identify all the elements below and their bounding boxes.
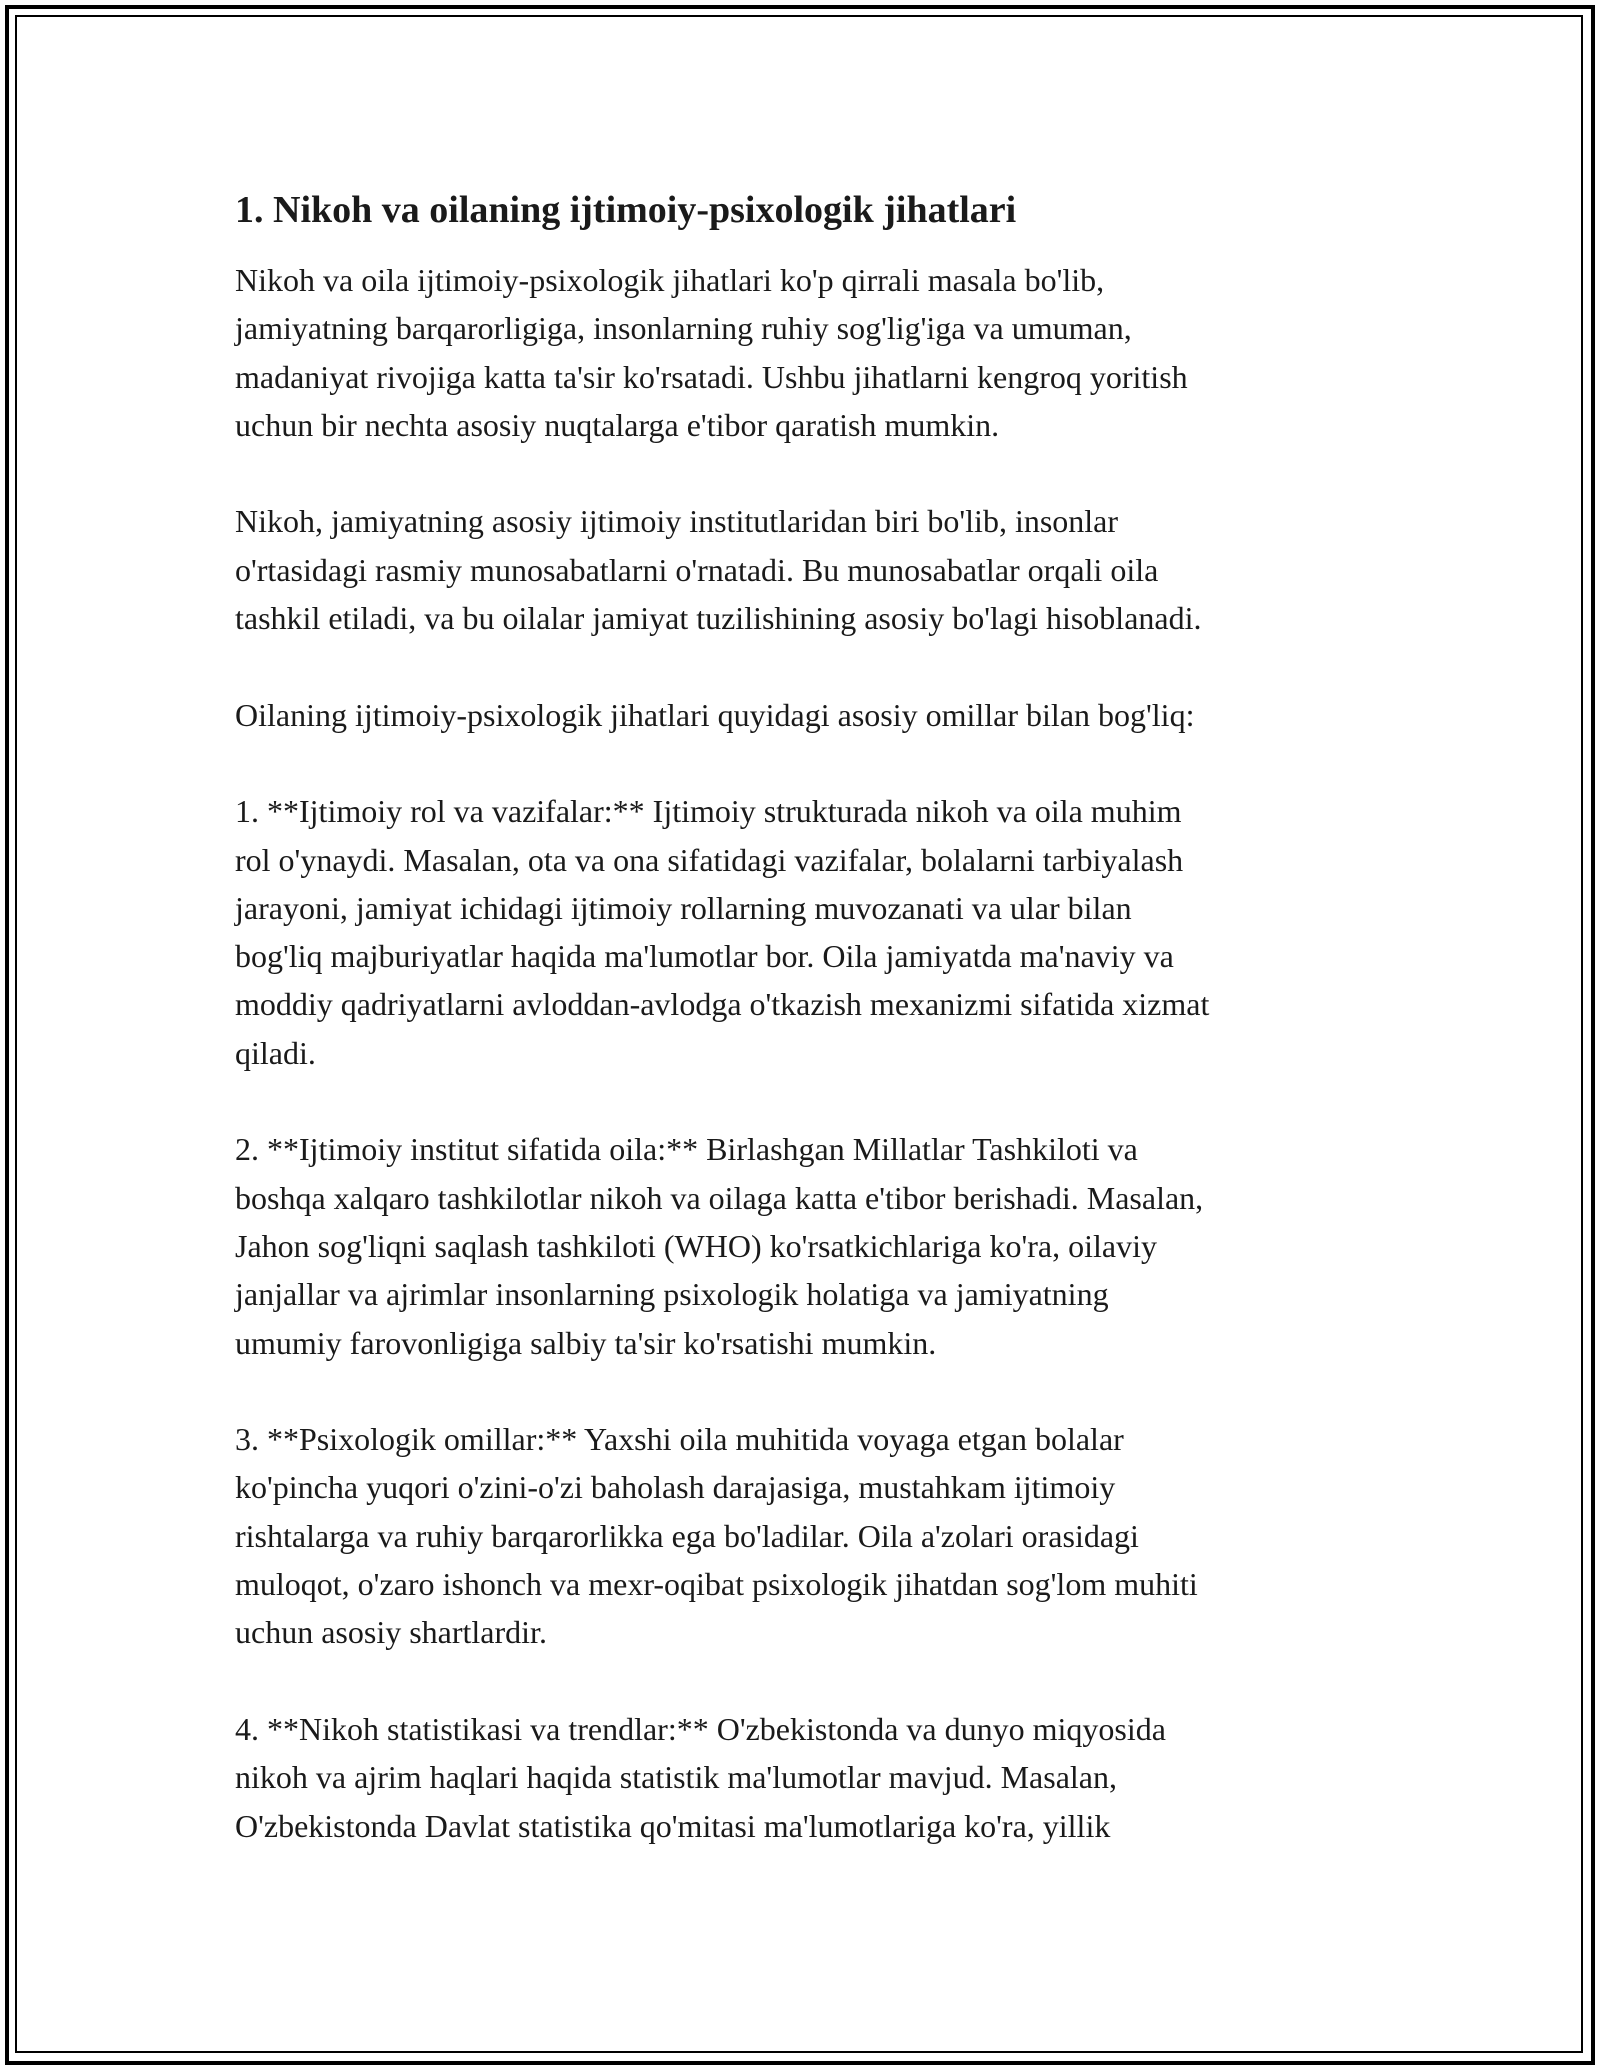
text-line: Nikoh, jamiyatning asosiy ijtimoiy institutlaridan biri bo'lib, insonlar — [235, 503, 1119, 540]
paragraph-point-2 — [235, 1125, 1365, 1366]
text-line: Nikoh va oila ijtimoiy-psixologik jihatlari ko'p qirrali masala bo'lib, — [235, 262, 1105, 298]
text-line: uchun asosiy shartlardir. — [235, 1614, 547, 1651]
text-line: janjallar va ajrimlar insonlarning psixologik holatiga va jamiyatning — [235, 1276, 1109, 1313]
text-line: tashkil etiladi, va bu oilalar jamiyat tuzilishining asosiy bo'lagi hisoblanadi. — [235, 600, 1202, 637]
paragraph-factors-intro — [235, 691, 1365, 739]
text-line: Oilaning ijtimoiy-psixologik jihatlari quyidagi asosiy omillar bilan bog'liq: — [235, 696, 1195, 733]
text-line: O'zbekistonda Davlat statistika qo'mitasi ma'lumotlariga ko'ra, yillik — [235, 1807, 1111, 1844]
paragraph-marriage-institution — [235, 497, 1365, 642]
text-line: boshqa xalqaro tashkilotlar nikoh va oilaga katta e'tibor berishadi. Masalan, — [235, 1179, 1204, 1216]
text-line: jamiyatning barqarorligiga, insonlarning ruhiy sog'lig'iga va umuman, — [235, 310, 1132, 347]
text-line: ko'pincha yuqori o'zini-o'zi baholash darajasiga, mustahkam ijtimoiy — [235, 1469, 1116, 1506]
text-line: madaniyat rivojiga katta ta'sir ko'rsatadi. Ushbu jihatlarni kengroq yoritish — [235, 358, 1188, 395]
text-line: rishtalarga va ruhiy barqarorlikka ega bo'ladilar. Oila a'zolari orasidagi — [235, 1517, 1139, 1554]
text-line: 2. **Ijtimoiy institut sifatida oila:** Birlashgan Millatlar Tashkiloti va — [235, 1131, 1138, 1168]
text-line: Jahon sog'liqni saqlash tashkiloti (WHO) ko'rsatkichlariga ko'ra, oilaviy — [235, 1227, 1157, 1264]
text-line: moddiy qadriyatlarni avloddan-avlodga o'tkazish mexanizmi sifatida xizmat — [235, 986, 1210, 1023]
text-line: bog'liq majburiyatlar haqida ma'lumotlar bor. Oila jamiyatda ma'naviy va — [235, 938, 1174, 975]
text-line: uchun bir nechta asosiy nuqtalarga e'tibor qaratish mumkin. — [235, 406, 1000, 443]
text-line: qiladi. — [235, 1034, 316, 1071]
paragraph-point-3 — [235, 1415, 1365, 1656]
paragraph-intro — [235, 256, 1365, 449]
paragraph-point-4 — [235, 1705, 1365, 1850]
text-line: umumiy farovonligiga salbiy ta'sir ko'rsatishi mumkin. — [235, 1324, 937, 1361]
paragraph-point-1 — [235, 787, 1365, 1077]
text-line: o'rtasidagi rasmiy munosabatlarni o'rnatadi. Bu munosabatlar orqali oila — [235, 551, 1159, 588]
text-line: 4. **Nikoh statistikasi va trendlar:** O'zbekistonda va dunyo miqyosida — [235, 1710, 1166, 1747]
text-line: jarayoni, jamiyat ichidagi ijtimoiy rollarning muvozanati va ular bilan — [235, 889, 1132, 926]
text-line: 1. **Ijtimoiy rol va vazifalar:** Ijtimoiy strukturada nikoh va oila muhim — [235, 793, 1182, 830]
text-line: muloqot, o'zaro ishonch va mexr-oqibat psixologik jihatdan sog'lom muhiti — [235, 1566, 1198, 1603]
document-body — [235, 186, 1365, 1898]
text-line: 3. **Psixologik omillar:** Yaxshi oila muhitida voyaga etgan bolalar — [235, 1421, 1124, 1458]
document-title: 1. Nikoh va oilaning ijtimoiy-psixologik jihatlari — [235, 189, 1017, 231]
text-line: rol o'ynaydi. Masalan, ota va ona sifatidagi vazifalar, bolalarni tarbiyalash — [235, 841, 1184, 878]
text-line: nikoh va ajrim haqlari haqida statistik ma'lumotlar mavjud. Masalan, — [235, 1759, 1117, 1796]
